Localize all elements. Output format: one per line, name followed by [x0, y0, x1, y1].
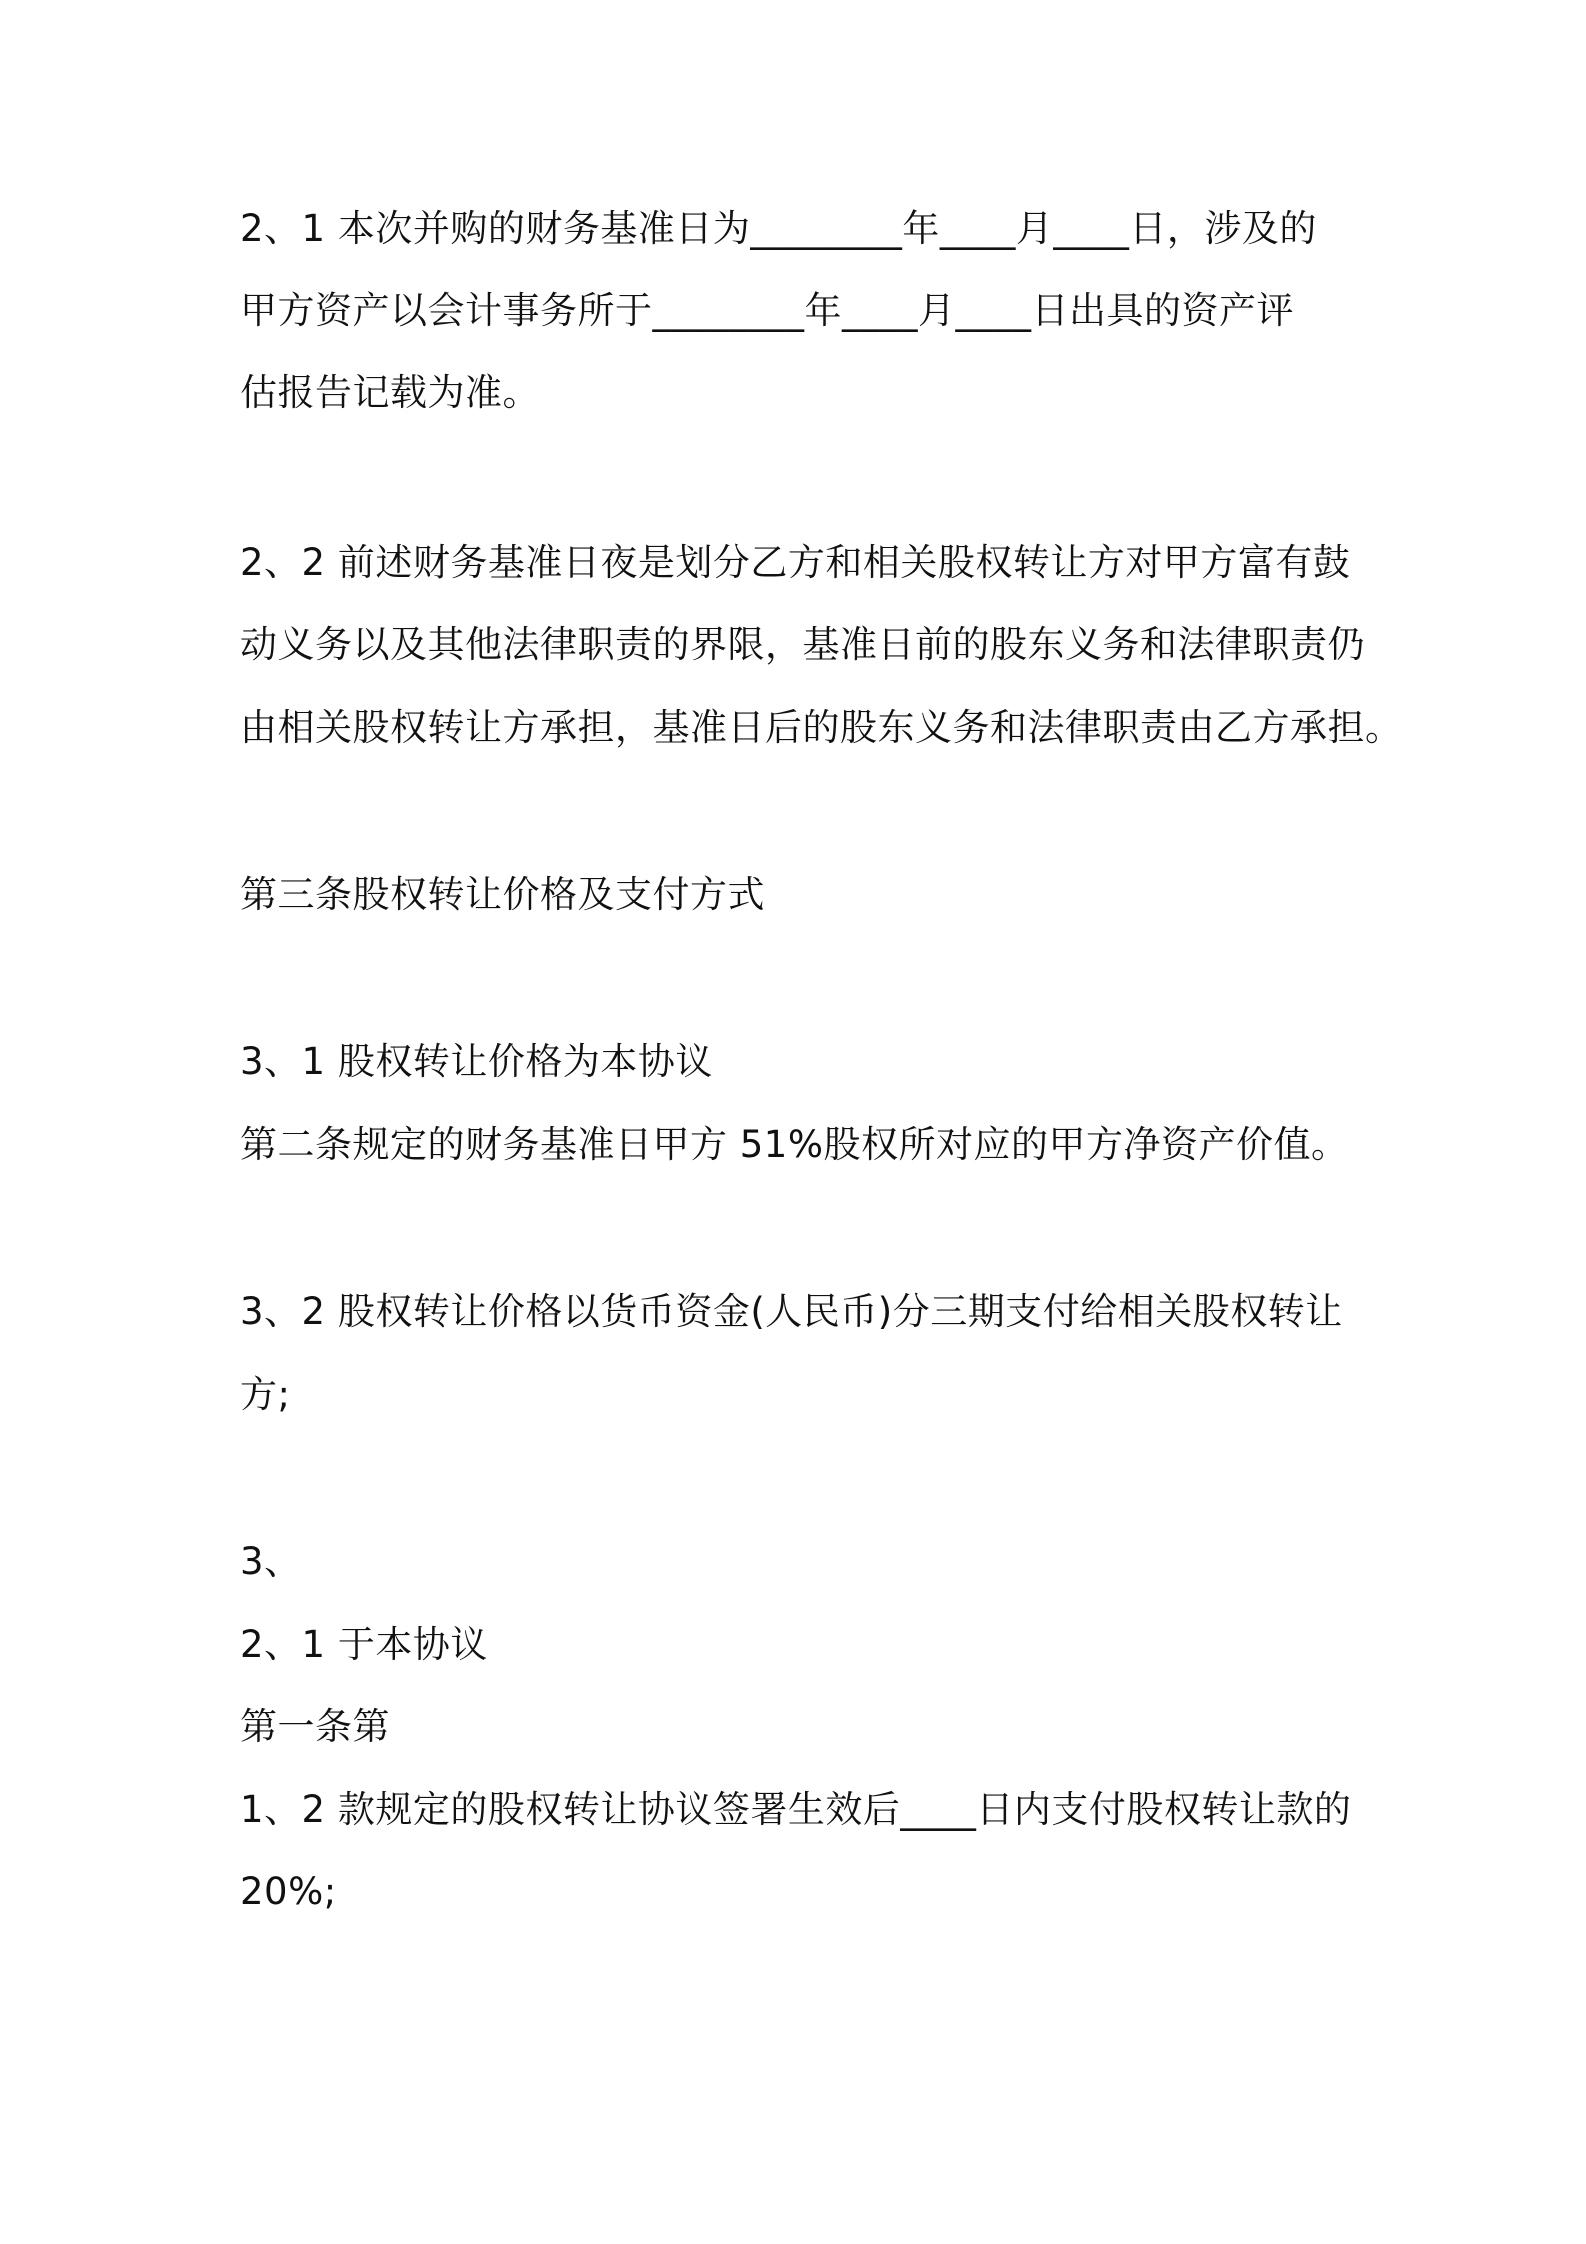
- clause-2-2-line-1: 2、2 前述财务基准日夜是划分乙方和相关股权转让方对甲方富有鼓: [240, 541, 1351, 584]
- clause-3-prefix: 3、: [240, 1540, 302, 1583]
- payment-line-1: 1、2 款规定的股权转让协议签署生效后____日内支付股权转让款的: [240, 1788, 1352, 1831]
- clause-2-1-line-2: 甲方资产以会计事务所于________年____月____日出具的资产评: [240, 289, 1294, 332]
- clause-2-1-line-3: 估报告记载为准。: [240, 371, 540, 414]
- clause-3-2-line-2: 方;: [240, 1373, 291, 1416]
- clause-2-2-line-3: 由相关股权转让方承担，基准日后的股东义务和法律职责由乙方承担。: [240, 706, 1403, 749]
- clause-3-1-line-2: 第二条规定的财务基准日甲方 51%股权所对应的甲方净资产价值。: [240, 1123, 1349, 1166]
- article-3-heading: 第三条股权转让价格及支付方式: [240, 873, 765, 916]
- clause-2-1-ref: 2、1 于本协议: [240, 1623, 488, 1666]
- clause-2-1-line-1: 2、1 本次并购的财务基准日为________年____月____日，涉及的: [240, 207, 1317, 250]
- clause-3-2-line-1: 3、2 股权转让价格以货币资金(人民币)分三期支付给相关股权转让: [240, 1290, 1343, 1333]
- payment-line-2: 20%;: [240, 1870, 337, 1913]
- clause-3-1-line-1: 3、1 股权转让价格为本协议: [240, 1040, 713, 1083]
- clause-2-2-line-2: 动义务以及其他法律职责的界限，基准日前的股东义务和法律职责仍: [240, 623, 1365, 666]
- article-1-ref: 第一条第: [240, 1705, 390, 1748]
